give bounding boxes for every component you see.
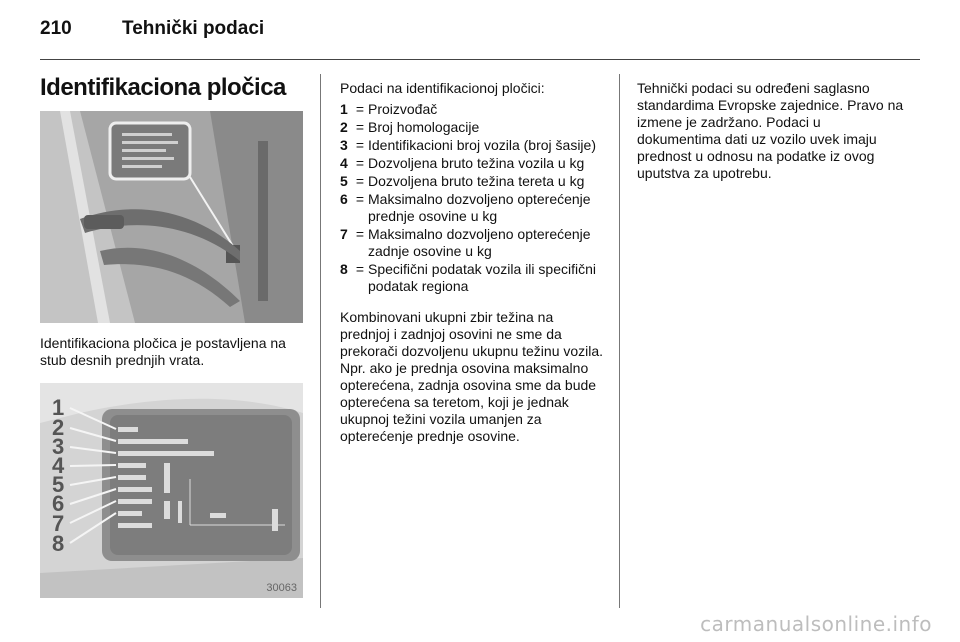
legend-text: Maksimalno dozvoljeno opterećenje zadnje osovine u kg bbox=[368, 226, 591, 259]
callout-1: 1 bbox=[52, 395, 65, 420]
watermark: carmanualsonline.info bbox=[700, 612, 932, 636]
legend-equals: = bbox=[355, 155, 365, 171]
legend-equals: = bbox=[355, 226, 365, 242]
column-divider-2 bbox=[619, 74, 620, 608]
legend-text: Specifični podatak vozila ili specifični podatak regiona bbox=[368, 261, 596, 294]
legend-number: 5 bbox=[340, 173, 348, 189]
legend-item bbox=[340, 119, 605, 136]
callout-5: 5 bbox=[52, 472, 65, 497]
legend-item bbox=[340, 101, 605, 118]
legend-item bbox=[340, 191, 605, 225]
door-pillar-photo bbox=[40, 111, 303, 323]
axle-weight-paragraph: Kombinovani ukupni zbir težina na prednjoj i zadnjoj osovini ne sme da prekorači dozvoljenu ukupnu težinu vozila. Npr. ako je prednja osovina maksimalno opterećena, zadnja osovina sme da bude opterećena sa teretom, koji je jednak ukupnoj težini vozila umanjen za opterećenje prednje osovine. bbox=[340, 309, 604, 444]
legend-text: Dozvoljena bruto težina tereta u kg bbox=[368, 173, 585, 189]
legend-number: 4 bbox=[340, 155, 348, 171]
legend-number: 8 bbox=[340, 261, 348, 277]
page-header bbox=[40, 18, 920, 52]
figure-id: 30063 bbox=[266, 582, 297, 594]
legend-intro: Podaci na identifikacionoj pločici: bbox=[340, 80, 545, 96]
technical-data-note: Tehnički podaci su određeni saglasno standardima Evropske zajednice. Pravo na izmene je zadržano. Podaci u dokumentima dati uz vozilo uvek imaju prednost u odnosu na podatke iz ovog uputstva za upotrebu. bbox=[637, 80, 904, 181]
legend-number: 2 bbox=[340, 119, 348, 135]
id-plate-figure bbox=[40, 383, 303, 598]
column-divider-1 bbox=[320, 74, 321, 608]
door-pillar-illustration bbox=[40, 111, 303, 323]
legend-text: Dozvoljena bruto težina vozila u kg bbox=[368, 155, 585, 171]
header-rule bbox=[40, 59, 920, 60]
legend-number: 6 bbox=[340, 191, 348, 207]
page-number: 210 bbox=[40, 18, 72, 39]
legend-item bbox=[340, 155, 605, 172]
legend-text: Proizvođač bbox=[368, 101, 438, 117]
id-plate-illustration bbox=[40, 383, 303, 598]
legend-equals: = bbox=[355, 101, 365, 117]
chapter-title: Tehnički podaci bbox=[122, 18, 265, 39]
plate-legend-column bbox=[340, 80, 605, 445]
legend-equals: = bbox=[355, 137, 365, 153]
callout-8: 8 bbox=[52, 531, 65, 556]
callout-4: 4 bbox=[52, 453, 65, 478]
legend-equals: = bbox=[355, 191, 365, 207]
legend-number: 1 bbox=[340, 101, 348, 117]
legend-text: Broj homologacije bbox=[368, 119, 480, 135]
callout-7: 7 bbox=[52, 511, 65, 536]
legend-item bbox=[340, 226, 605, 260]
legend-item bbox=[340, 261, 605, 295]
photo-caption: Identifikaciona pločica je postavljena na stub desnih prednjih vrata. bbox=[40, 335, 286, 368]
legend-text: Maksimalno dozvoljeno opterećenje prednje osovine u kg bbox=[368, 191, 591, 224]
legend-item bbox=[340, 173, 605, 190]
legend-item bbox=[340, 137, 605, 154]
callout-6: 6 bbox=[52, 491, 65, 516]
legend-text: Identifikacioni broj vozila (broj šasije) bbox=[368, 137, 596, 153]
callout-2: 2 bbox=[52, 415, 65, 440]
callout-3: 3 bbox=[52, 434, 65, 459]
section-title: Identifikaciona pločica bbox=[40, 74, 286, 101]
legend-number: 7 bbox=[340, 226, 348, 242]
legend-list bbox=[340, 101, 605, 295]
legend-equals: = bbox=[355, 173, 365, 189]
legend-equals: = bbox=[355, 261, 365, 277]
legend-equals: = bbox=[355, 119, 365, 135]
legend-number: 3 bbox=[340, 137, 348, 153]
